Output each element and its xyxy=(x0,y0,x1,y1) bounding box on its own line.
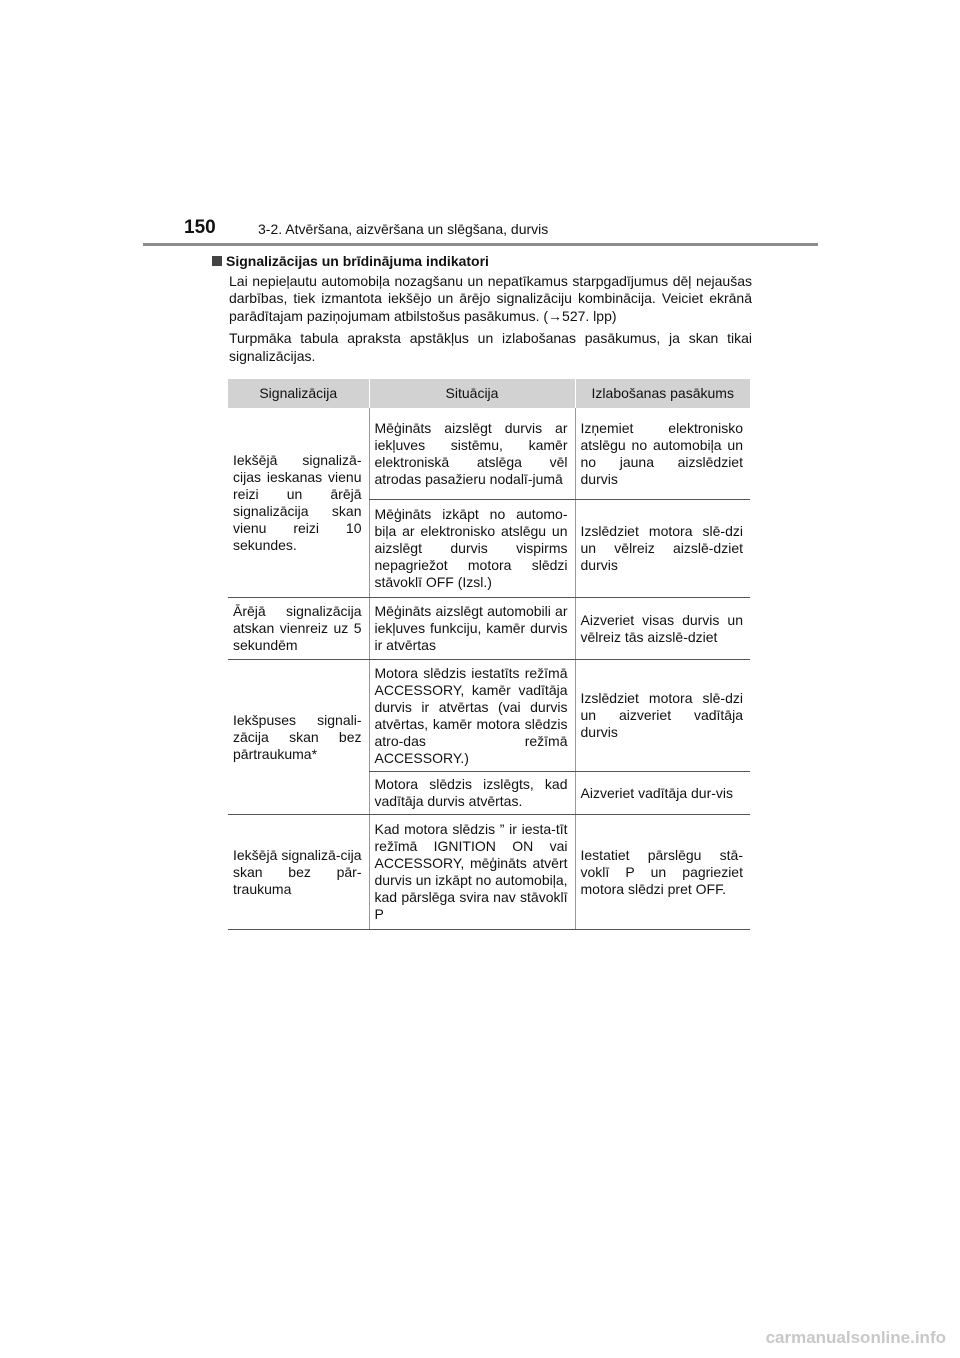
alarm-table xyxy=(228,379,750,930)
action-cell: Aizveriet vadītāja dur-vis xyxy=(575,772,750,815)
action-cell: Iestatiet pārslēgu stā-voklī P un pagrieziet motora slēdzi pret OFF. xyxy=(575,815,750,930)
signal-cell: Iekšējā signalizā-cija skan bez pār-traukuma xyxy=(228,815,369,930)
situation-cell: Motora slēdzis izslēgts, kad vadītāja durvis atvērtas. xyxy=(369,772,575,815)
square-bullet-icon xyxy=(212,256,222,266)
column-header-action: Izlabošanas pasākums xyxy=(575,379,750,408)
table-row xyxy=(228,408,750,500)
header-divider xyxy=(143,243,818,246)
situation-cell: Motora slēdzis iestatīts režīmā ACCESSORY, kamēr vadītāja durvis ir atvērtas (vai durvis atvērtas, kamēr motora slēdzis atro-das režīmā ACCESSORY.) xyxy=(369,660,575,772)
action-cell: Izņemiet elektronisko atslēgu no automobiļa un no jauna aizslēdziet durvis xyxy=(575,408,750,500)
action-cell: Aizveriet visas durvis un vēlreiz tās aizslē-dziet xyxy=(575,598,750,660)
paragraph-table-intro: Turpmāka tabula apraksta apstākļus un izlabošanas pasākumus, ja skan tikai signalizācijas. xyxy=(229,330,752,364)
situation-cell: Mēģināts aizslēgt automobili ar iekļuves funkciju, kamēr durvis ir atvērtas xyxy=(369,598,575,660)
signal-cell: Ārējā signalizācija atskan vienreiz uz 5 sekundēm xyxy=(228,598,369,660)
page-number: 150 xyxy=(184,217,216,238)
action-cell: Izslēdziet motora slē-dzi un aizveriet vadītāja durvis xyxy=(575,660,750,772)
situation-cell: Mēģināts aizslēgt durvis ar iekļuves sistēmu, kamēr elektroniskā atslēga vēl atrodas pasažieru nodalī-jumā xyxy=(369,408,575,500)
table-row xyxy=(228,815,750,930)
paragraph-intro: Lai nepieļautu automobiļa nozagšanu un nepatīkamus starpgadījumus dēļ nejaušas darbības, tiek izmantota iekšējo un ārējo signalizāciju kombinācija. Veiciet ekrānā parādītajam paziņojumam atbilstošus pasākumus. (→527. lpp) xyxy=(229,272,752,324)
table-row xyxy=(228,660,750,772)
signal-cell: Iekšpuses signali-zācija skan bez pārtraukuma* xyxy=(228,660,369,815)
content xyxy=(212,253,752,370)
table-header-row xyxy=(228,379,750,408)
action-cell: Izslēdziet motora slē-dzi un vēlreiz aizslē-dziet durvis xyxy=(575,500,750,598)
section-header: 3-2. Atvēršana, aizvēršana un slēgšana, durvis xyxy=(258,221,549,237)
column-header-signal: Signalizācija xyxy=(228,379,369,408)
situation-cell: Mēģināts izkāpt no automo-biļa ar elektronisko atslēgu un aizslēgt durvis vispirms nepagriežot motora slēdzi stāvoklī OFF (Izsl.) xyxy=(369,500,575,598)
watermark: carmanualsonline.info xyxy=(765,1328,946,1347)
section-heading xyxy=(212,253,752,271)
table-row xyxy=(228,598,750,660)
section-heading-text: Signalizācijas un brīdinājuma indikatori xyxy=(226,253,489,269)
signal-cell: Iekšējā signalizā-cijas ieskanas vienu reizi un ārējā signalizācija skan vienu reizi 10 sekundes. xyxy=(228,408,369,598)
column-header-situation: Situācija xyxy=(369,379,575,408)
situation-cell: Kad motora slēdzis ” ir iesta-tīt režīmā IGNITION ON vai ACCESSORY, mēģināts atvērt durvis un izkāpt no automobiļa, kad pārslēga svira nav stāvoklī P xyxy=(369,815,575,930)
